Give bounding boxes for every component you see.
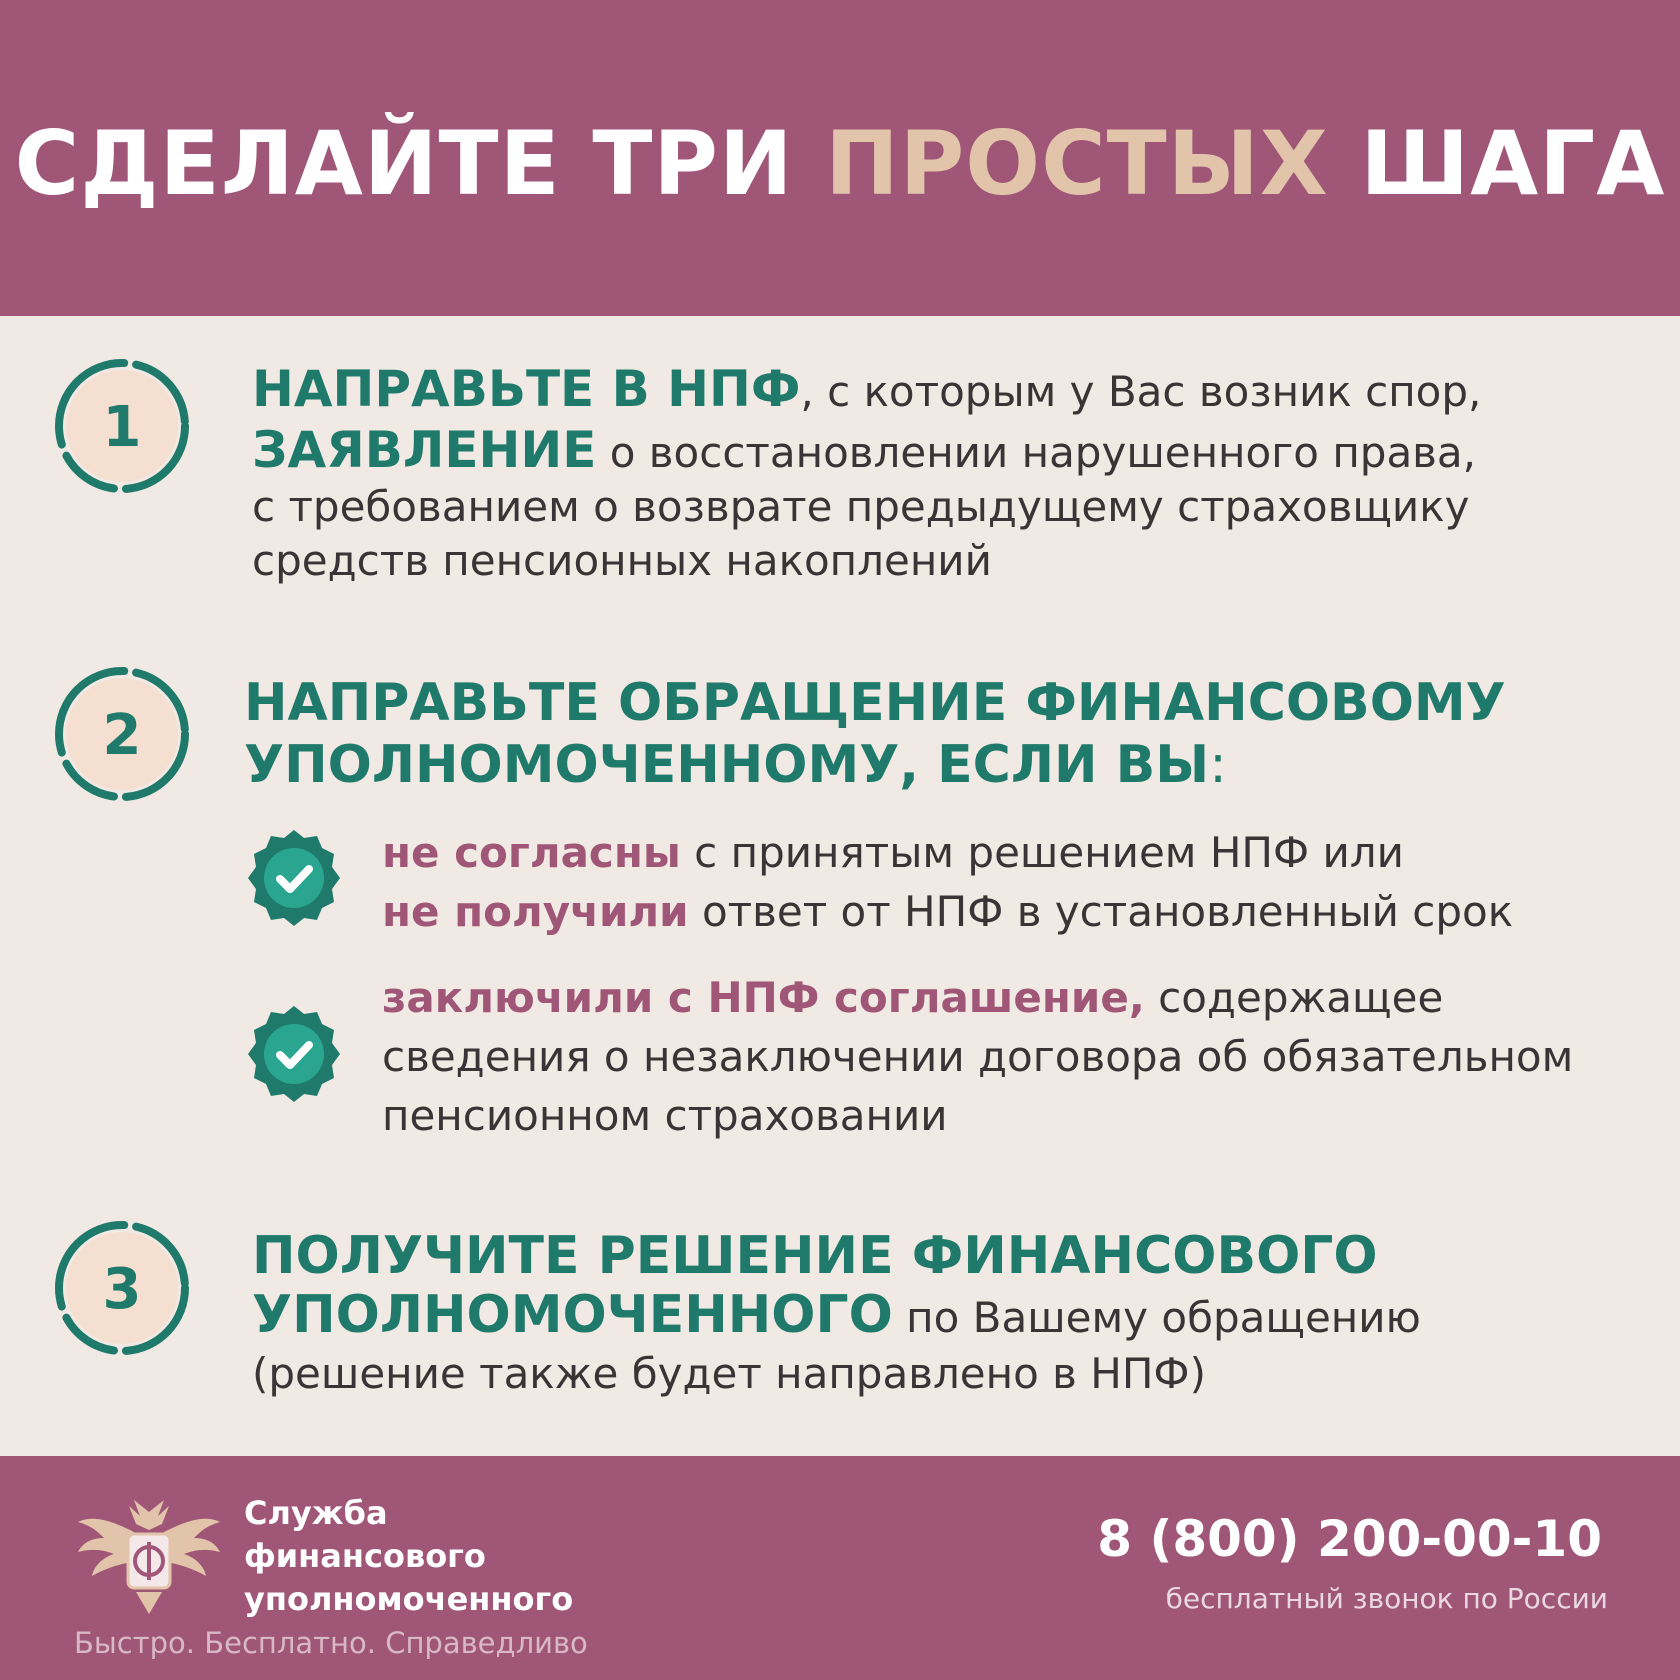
bullet-2-line-1: заключили с НПФ соглашение, содержащее [382,973,1444,1022]
phone-number[interactable]: 8 (800) 200-00-10 [1097,1510,1602,1568]
bullet-2-line-3: пенсионном страховании [382,1091,948,1140]
title-part2: ШАГА [1328,111,1666,215]
bullet-2-line-2: сведения о незаключении договора об обязательном [382,1032,1574,1081]
header-banner [0,0,1680,316]
bullet-1-text [382,823,1652,941]
step-3-text [252,1224,1632,1401]
bullet-1-line-1: не согласны с принятым решением НПФ или [382,828,1404,877]
check-badge-icon [242,826,346,930]
organization-name: Служба финансового уполномоченного [244,1494,574,1618]
title-part1: СДЕЛАЙТЕ ТРИ [14,111,826,215]
step-2-heading-line-1: НАПРАВЬТЕ ОБРАЩЕНИЕ ФИНАНСОВОМУ [244,673,1506,733]
svg-text:3: 3 [102,1257,142,1322]
title-accent: ПРОСТЫХ [825,111,1329,215]
page-title [15,112,1666,215]
step-2-number-icon [52,664,192,804]
step-1-line-3: с требованием о возврате предыдущему страховщику [252,482,1470,531]
step-1-line-1: НАПРАВЬТЕ В НПФ, с которым у Вас возник спор, [252,360,1482,418]
step-3-number-icon [52,1218,192,1358]
step-2-heading-line-2: УПОЛНОМОЧЕННОМУ, ЕСЛИ ВЫ: [244,735,1227,795]
eagle-emblem-icon [74,1492,224,1622]
step-1-line-4: средств пенсионных накоплений [252,536,992,585]
step-3-line-1: ПОЛУЧИТЕ РЕШЕНИЕ ФИНАНСОВОГО [252,1226,1378,1286]
step-1-text [252,362,1632,588]
svg-text:1: 1 [102,395,142,460]
step-2-heading [244,672,1644,796]
step-3-line-2: УПОЛНОМОЧЕННОГО по Вашему обращению [252,1285,1421,1345]
slogan: Быстро. Бесплатно. Справедливо [74,1626,588,1660]
bullet-2-text [382,968,1652,1145]
check-badge-icon [242,1002,346,1106]
footer [0,1456,1680,1680]
phone-note: бесплатный звонок по России [1165,1582,1608,1615]
svg-text:2: 2 [102,703,142,768]
step-1-number-icon [52,356,192,496]
step-1-line-2: ЗАЯВЛЕНИЕ о восстановлении нарушенного права, [252,421,1477,479]
bullet-1-line-2: не получили ответ от НПФ в установленный срок [382,887,1514,936]
step-3-line-3: (решение также будет направлено в НПФ) [252,1349,1206,1398]
